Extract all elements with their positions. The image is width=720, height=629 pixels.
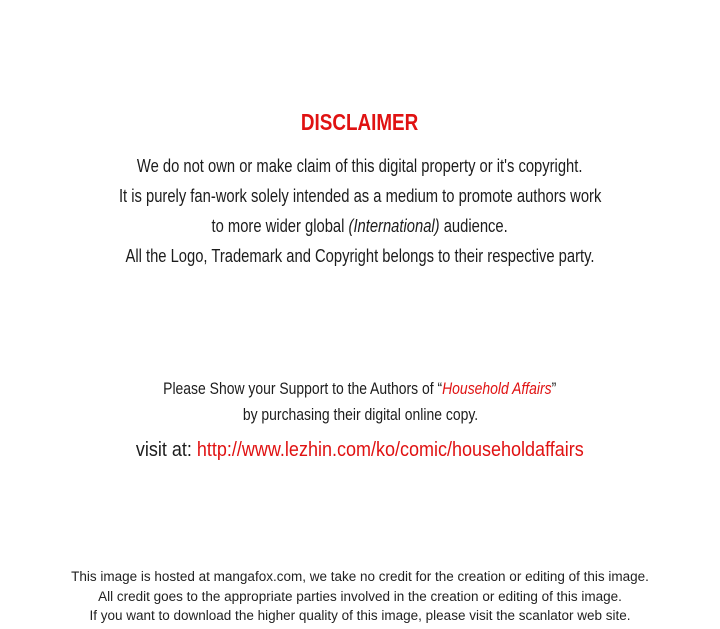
disclaimer-line-3-international: (International) — [348, 216, 440, 236]
footer-line-1: This image is hosted at mangafox.com, we take no credit for the creation or editing of this image. — [71, 569, 649, 584]
support-line-1 — [0, 376, 720, 402]
support-line-1-prefix: Please Show your Support to the Authors of “ — [163, 379, 443, 398]
footer-line-3: If you want to download the higher quality of this image, please visit the scanlator web site. — [89, 608, 631, 623]
support-line-2: by purchasing their digital online copy. — [242, 405, 478, 424]
page-title-text: DISCLAIMER — [301, 109, 419, 135]
series-title: Household Affairs — [442, 379, 552, 398]
lezhin-url: http://www.lezhin.com/ko/comic/householdaffairs — [197, 439, 584, 461]
disclaimer-line-1: We do not own or make claim of this digital property or it's copyright. — [137, 156, 583, 176]
disclaimer-line-3 — [0, 211, 720, 241]
disclaimer-line-2: It is purely fan-work solely intended as a medium to promote authors work — [118, 186, 602, 206]
disclaimer-line-3-prefix: to more wider global — [211, 216, 349, 236]
visit-label: visit at: — [136, 439, 198, 461]
disclaimer-line-3-suffix: audience. — [439, 216, 509, 236]
visit-line — [0, 438, 720, 463]
page-title — [0, 110, 720, 134]
support-line-1-suffix: ” — [551, 379, 557, 398]
disclaimer-line-4: All the Logo, Trademark and Copyright belongs to their respective party. — [125, 246, 595, 266]
footer-line-2: All credit goes to the appropriate parties involved in the creation or editing of this image. — [98, 588, 622, 604]
